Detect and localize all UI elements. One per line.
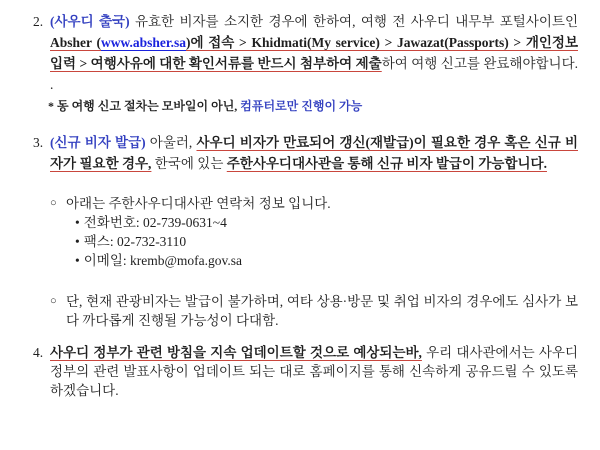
item-2-body-2: 하여 여행 신고를 완료해야합니다. . xyxy=(50,56,579,92)
embassy-contact-block xyxy=(50,194,578,270)
item-3-paragraph xyxy=(50,132,578,330)
dot-bullet-icon: • xyxy=(75,215,80,230)
fax-line xyxy=(75,232,578,251)
item-4-number: 4. xyxy=(33,345,44,360)
email-text: 이메일: kremb@mofa.gov.sa xyxy=(83,253,243,268)
visa-renewal-underline-1: 사우디 비자가 만료되어 갱신(재발급)이 필요한 경우 혹은 신규 비자가 필요한 경우, xyxy=(50,135,578,171)
caution-text: 단, 현재 관광비자는 발급이 불가하며, 여타 상용·방문 및 취업 비자의 경우에도 심사가 보다 까다롭게 진행될 가능성이 다대함. xyxy=(66,294,578,328)
embassy-contact-content xyxy=(66,194,578,270)
visa-renewal-underline-2: 주한사우디대사관을 통해 신규 비자 발급이 가능합니다. xyxy=(226,156,547,171)
note-computer-only-text: 컴퓨터로만 진행이 가능 xyxy=(240,99,363,113)
item-2-paragraph xyxy=(50,11,578,114)
notice-item-3 xyxy=(33,132,578,330)
policy-update-underline: 사우디 정부가 관련 방침을 지속 업데이트할 것으로 예상되는바, xyxy=(50,345,422,360)
contact-intro: 아래는 주한사우디대사관 연락처 정보 입니다. xyxy=(66,196,331,211)
absher-link[interactable]: www.absher.sa xyxy=(100,35,186,50)
dot-bullet-icon: • xyxy=(75,234,80,249)
tourist-visa-caution xyxy=(50,292,578,330)
saudi-departure-label: (사우디 출국) xyxy=(50,14,130,29)
item-3-number: 3. xyxy=(33,135,44,150)
item-4-paragraph xyxy=(50,343,578,400)
item-3-body-1: 아울러, xyxy=(145,135,197,150)
item-2-body-1: 유효한 비자를 소지한 경우에 한하여, 여행 전 사우디 내무부 포털사이트인 xyxy=(129,14,578,29)
fax-text: 팩스: 02-732-3110 xyxy=(83,234,187,249)
absher-procedure-underline-2: )에 접속 > Khidmati(My service) > Jawazat(Passports) > 개인정보입력 > 여행사유에 대한 확인서류를 반드시 첨부하여 제출 xyxy=(50,35,578,71)
notice-item-2 xyxy=(33,11,578,114)
circle-bullet-icon: ○ xyxy=(50,295,57,307)
new-visa-label: (신규 비자 발급) xyxy=(50,135,146,150)
circle-bullet-icon: ○ xyxy=(50,197,57,209)
item-2-number: 2. xyxy=(33,14,44,29)
phone-text: 전화번호: 02-739-0631~4 xyxy=(83,215,227,230)
email-line xyxy=(75,251,578,270)
computer-only-note xyxy=(48,98,578,114)
item-4-body: 우리 대사관에서는 사우디 정부의 관련 발표사항이 업데이트 되는 대로 홈페이지를 통해 신속하게 공유드릴 수 있도록 하겠습니다. xyxy=(50,345,578,398)
note-text: 동 여행 신고 절차는 모바일이 아닌, xyxy=(57,99,241,113)
notice-item-4 xyxy=(33,343,578,400)
absher-procedure-underline-1: Absher ( xyxy=(50,35,101,50)
item-3-body-2: 한국에 있는 xyxy=(151,156,227,171)
phone-line xyxy=(75,213,578,232)
note-asterisk: * xyxy=(48,99,54,113)
dot-bullet-icon: • xyxy=(75,253,80,268)
